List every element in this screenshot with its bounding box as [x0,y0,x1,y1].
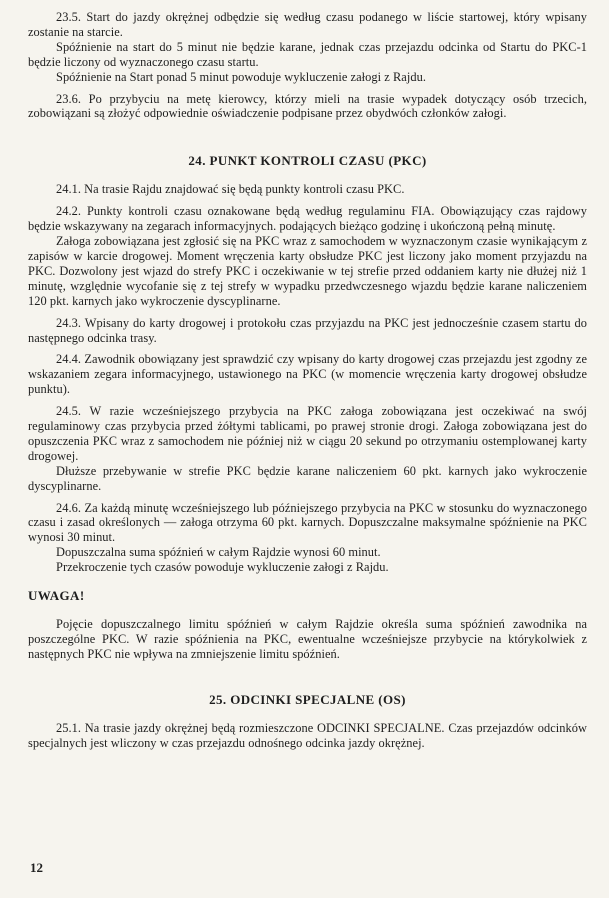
paragraph-25-1: 25.1. Na trasie jazdy okrężnej będą rozmieszczone ODCINKI SPECJALNE. Czas przejazdów odcinków specjalnych jest wliczony w czas przejazdu odnośnego odcinka jazdy okrężnej. [28,720,587,750]
paragraph-23-6: 23.6. Po przybyciu na metę kierowcy, którzy mieli na trasie wypadek dotyczący osób trzecich, zobowiązani są złożyć odpowiednie oświadczenie podpisane przez obydwóch członków załogi. [28,91,587,121]
uwaga-text: Pojęcie dopuszczalnego limitu spóźnień w całym Rajdzie określa suma spóźnień zawodnika na poszczególne PKC. W razie spóźnienia na PKC, ewentualne wcześniejsze przybycie na którykolwiek z następnych PKC nie wpływa na zmniejszenie limitu spóźnień. [28,617,587,661]
paragraph-23-5-late: Spóźnienie na start do 5 minut nie będzie karane, jednak czas przejazdu odcinka od Startu do PKC-1 będzie liczony od wyznaczonego czasu startu. [28,39,587,69]
section-24-heading: 24. PUNKT KONTROLI CZASU (PKC) [188,153,427,169]
paragraph-24-4: 24.4. Zawodnik obowiązany jest sprawdzić czy wpisany do karty drogowej czas przejazdu jest zgodny ze wskazaniem zegara informacyjnego, ustawionego na PKC (w momencie wręczenia karty drogowej obsłudze punktu). [28,352,587,397]
paragraph-24-6-exclusion: Przekroczenie tych czasów powoduje wykluczenie załogi z Rajdu. [56,560,389,575]
paragraph-24-5: 24.5. W razie wcześniejszego przybycia na PKC załoga zobowiązana jest oczekiwać na swój regulaminowy czas przybycia przed żółtymi tablicami, po prawej stronie drogi. Załoga zobowiązana jest do opuszczenia PKC wraz z samochodem nie później niż w ciągu 20 sekund po otrzymaniu ostemplowanej karty drogowej. [28,404,587,463]
paragraph-24-5-penalty: Dłuższe przebywanie w strefie PKC będzie karane naliczeniem 60 pkt. karnych jako wykroczenie dyscyplinarne. [28,463,587,493]
uwaga-label: UWAGA! [28,588,85,604]
paragraph-24-1: 24.1. Na trasie Rajdu znajdować się będą punkty kontroli czasu PKC. [56,182,405,197]
paragraph-24-6-sum: Dopuszczalna suma spóźnień w całym Rajdzie wynosi 60 minut. [56,545,381,560]
paragraph-23-5-exclusion: Spóźnienie na Start ponad 5 minut powoduje wykluczenie załogi z Rajdu. [56,69,426,84]
paragraph-24-3: 24.3. Wpisany do karty drogowej i protokołu czas przyjazdu na PKC jest jednocześnie czasem startu do następnego odcinka trasy. [28,315,587,345]
paragraph-24-6: 24.6. Za każdą minutę wcześniejszego lub późniejszego przybycia na PKC w stosunku do wyznaczonego czasu i zasad określonych — załoga otrzyma 60 pkt. karnych. Dopuszczalne maksymalne spóźnienie na PKC wynosi 30 minut. [28,500,587,545]
paragraph-24-2-crew: Załoga zobowiązana jest zgłosić się na PKC wraz z samochodem w wyznaczonym czasie wynikającym z zapisów w karcie drogowej. Moment wręczenia karty obsłudze PKC jest liczony jako moment przyjazdu na PKC. Dozwolony jest wjazd do strefy PKC i oczekiwanie w tej strefie przed oddaniem karty nie dłużej niż 1 minutę, względnie wycofanie się z tej strefy w wypadku przedwczesnego wjazdu będzie karane naliczeniem 120 pkt. karnych jako wykroczenie dyscyplinarne. [28,234,587,308]
paragraph-23-5: 23.5. Start do jazdy okrężnej odbędzie się według czasu podanego w liście startowej, który wpisany zostanie na starcie. [28,10,587,39]
section-25-heading: 25. ODCINKI SPECJALNE (OS) [209,691,406,707]
page-number: 12 [30,860,43,875]
paragraph-24-2: 24.2. Punkty kontroli czasu oznakowane będą według regulaminu FIA. Obowiązujący czas rajdowy będzie wskazywany na zegarach informacyjnych. podających bieżąco godzinę i ukończoną pełną minutę. [28,204,587,234]
